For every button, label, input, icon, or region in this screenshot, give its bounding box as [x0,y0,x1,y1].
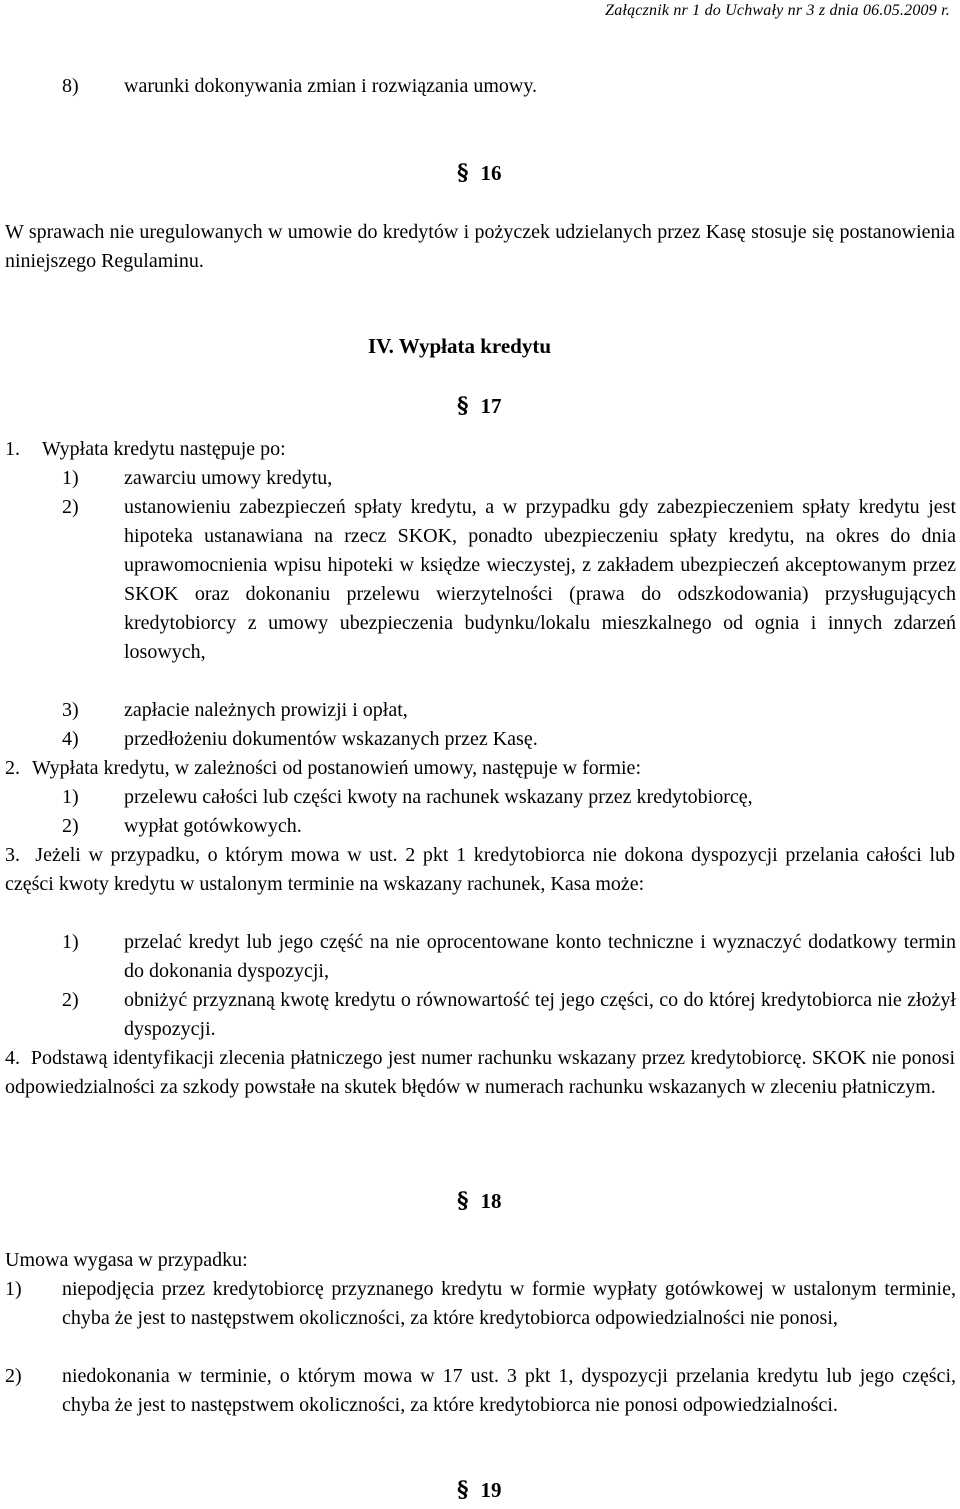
list-item-text: ustanowieniu zabezpieczeń spłaty kredytu, a w przypadku gdy zabezpieczeniem spłaty kredytu jest hipoteka ustanawiana na rzecz SKOK, ponadto ubezpieczeniu spłaty kredytu, na okres do dnia uprawomocnienia wpisu hipoteki w księdze wieczystej, z zakładem ubezpieczeń akceptowanym przez SKOK oraz dokonaniu przelewu wierzytelności (prawa do odszkodowania) przysługujących kredytobiorcy z umowy ubezpieczenia budynku/lokalu mieszkalnego od ognia i innych zdarzeń losowych, [124,496,956,663]
list-item-text: przelać kredyt lub jego część na nie oprocentowane konto techniczne i wyznaczyć dodatkowy termin do dokonania dyspozycji, [124,931,956,982]
paragraph-number: 1. [5,438,20,460]
paragraph-number: 4. [5,1047,20,1069]
section-sign: § [457,1188,469,1214]
paragraph-text: Wypłata kredytu następuje po: [42,438,286,460]
section-heading-18 [457,1188,502,1214]
paragraph-text: Jeżeli w przypadku, o którym mowa w ust. 2 pkt 1 kredytobiorca nie dokona dyspozycji przelania całości lub części kwoty kredytu w ustalonym terminie na wskazany rachunek, Kasa może: [5,844,956,895]
list-item-number: 1) [62,786,79,808]
paragraph-text: Wypłata kredytu, w zależności od postanowień umowy, następuje w formie: [32,757,641,779]
running-header: Załącznik nr 1 do Uchwały nr 3 z dnia 06.05.2009 r. [605,2,950,19]
section-number: 17 [480,394,502,418]
chapter-heading: IV. Wypłata kredytu [368,334,552,358]
section-heading-19 [457,1477,502,1503]
list-item-text: wypłat gotówkowych. [124,815,302,837]
list-item-number: 1) [5,1278,22,1300]
list-item-number: 1) [62,931,79,953]
paragraph-number: 2. [5,757,20,779]
section-18-intro: Umowa wygasa w przypadku: [5,1249,248,1271]
section-heading-17 [457,393,502,419]
list-item-number: 1) [62,467,79,489]
list-item-number: 2) [5,1365,22,1387]
section-number: 19 [480,1478,502,1502]
list-item-text: zawarciu umowy kredytu, [124,467,333,489]
section-sign: § [457,160,469,186]
section-16-paragraph: W sprawach nie uregulowanych w umowie do kredytów i pożyczek udzielanych przez Kasę stosuje się postanowienia niniejszego Regulaminu. [5,221,955,272]
paragraph-text: Podstawą identyfikacji zlecenia płatniczego jest numer rachunku wskazany przez kredytobiorcę. SKOK nie ponosi odpowiedzialności za szkody powstałe na skutek błędów w numerach rachunku wskazanych w zleceniu płatniczym. [5,1047,955,1098]
list-item-number: 8) [62,75,79,97]
list-item-number: 2) [62,989,79,1011]
list-item-text: zapłacie należnych prowizji i opłat, [124,699,408,721]
list-item-text: przedłożeniu dokumentów wskazanych przez Kasę. [124,728,538,750]
list-item-text: przelewu całości lub części kwoty na rachunek wskazany przez kredytobiorcę, [124,786,753,808]
paragraph-3 [5,841,955,899]
list-item-number: 4) [62,728,79,750]
paragraph-number: 3. [5,844,20,866]
section-sign: § [457,393,469,419]
section-number: 18 [480,1189,502,1213]
list-item-number: 2) [62,815,79,837]
list-item-number: 2) [62,496,79,518]
list-item-text: obniżyć przyznaną kwotę kredytu o równowartość tej jego części, co do której kredytobiorca nie złożył dyspozycji. [124,989,956,1040]
paragraph-4 [5,1044,955,1102]
list-item-number: 3) [62,699,79,721]
list-item-text: niedokonania w terminie, o którym mowa w 17 ust. 3 pkt 1, dyspozycji przelania kredytu lub jego części, chyba że jest to następstwem okoliczności, za które kredytobiorca nie ponosi odpowiedzialności. [62,1365,956,1416]
section-heading-16 [457,160,502,186]
section-number: 16 [480,161,502,185]
list-item-text: niepodjęcia przez kredytobiorcę przyznanego kredytu w formie wypłaty gotówkowej w ustalonym terminie, chyba że jest to następstwem okoliczności, za które kredytobiorca odpowiedzialności nie ponosi, [62,1278,956,1329]
list-item-text: warunki dokonywania zmian i rozwiązania umowy. [124,75,538,97]
section-sign: § [457,1477,469,1503]
